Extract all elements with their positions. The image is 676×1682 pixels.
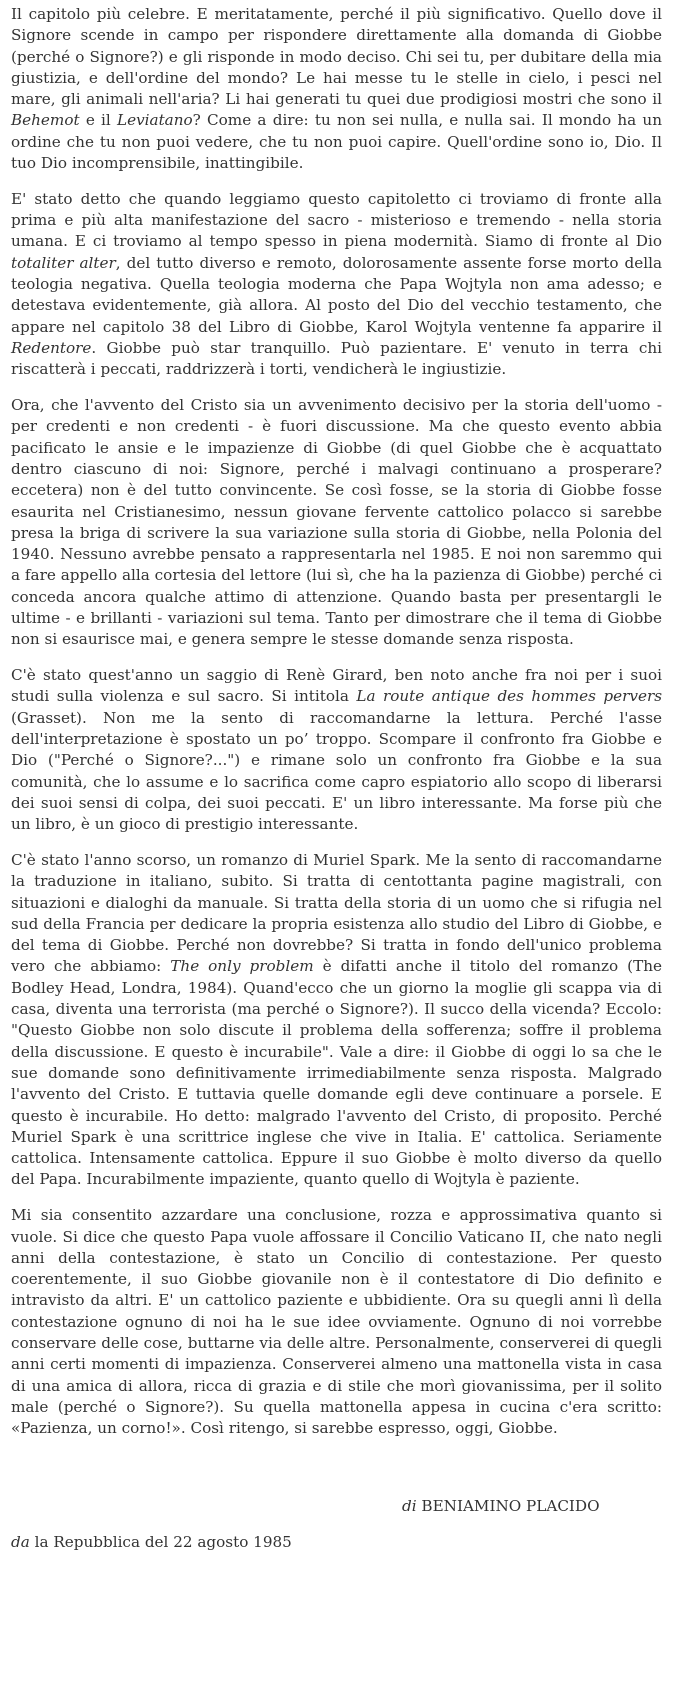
italic-text: The only problem bbox=[170, 957, 314, 976]
paragraph-6 bbox=[11, 1205, 662, 1439]
paragraph-2 bbox=[11, 189, 662, 381]
text-run: C'è stato quest'anno un saggio di Renè Girard, ben noto anche fra noi per i suoi studi sulla violenza e sul sacro. Si intitola bbox=[11, 666, 662, 706]
text-run: è difatti anche il titolo del romanzo (The Bodley Head, Londra, 1984). Quand'ecco che un giorno la moglie gli scappa via di casa, diventa una terrorista (ma perché o Signore?). Il succo della vicenda? Eccolo: "Questo Giobbe non solo discute il problema della sofferenza; soffre il problema della discussione. E questo è incurabile". Vale a dire: il Giobbe di oggi lo sa che le sue domande sono definitivamente irrimediabilmente senza risposta. Malgrado l'avvento del Cristo. E tuttavia quelle domande egli deve continuare a porsele. E questo è incurabile. Ho detto: malgrado l'avvento del Cristo, di proposito. Perché Muriel Spark è una scrittrice inglese che vive in Italia. E' cattolica. Seriamente cattolica. Intensamente cattolica. Eppure il suo Giobbe è molto diverso da quello del Papa. Incurabilmente impaziente, quanto quello di Wojtyla è paziente. bbox=[11, 957, 662, 1189]
article-body bbox=[11, 4, 662, 1454]
text-run: Mi sia consentito azzardare una conclusione, rozza e approssimativa quanto si vuole. Si dice che questo Papa vuole affossare il Concilio Vaticano II, che nato negli anni della contestazione, è stato un Concilio di contestazione. Per questo coerentemente, il suo Giobbe giovanile non è il contestatore di Dio definito e intravisto da altri. E' un cattolico paziente e ubbidiente. Ora su quegli anni lì della contestazione ognuno di noi ha le sue idee ovviamente. Ognuno di noi vorrebbe conservare delle cose, buttarne via delle altre. Personalmente, conserverei di quegli anni certi momenti di impazienza. Conserverei almeno una mattonella vista in casa di una amica di allora, ricca di grazia e di stile che morì giovanissima, per il solito male (perché o Signore?). Su quella mattonella appesa in cucina c'era scritto: «Pazienza, un corno!». Così ritengo, si sarebbe espresso, oggi, Giobbe. bbox=[11, 1206, 662, 1438]
paragraph-1 bbox=[11, 4, 662, 174]
source-prefix: da bbox=[11, 1533, 30, 1551]
text-run: Il capitolo più celebre. E meritatamente, perché il più significativo. Quello dove il Signore scende in campo per rispondere direttamente alla domanda di Giobbe (perché o Signore?) e gli risponde in modo deciso. Chi sei tu, per dubitare della mia giustizia, e dell'ordine del mondo? Le hai messe tu le stelle in cielo, i pesci nel mare, gli animali nell'aria? Li hai generati tu quei due prodigiosi mostri che sono il bbox=[11, 5, 662, 109]
italic-text: La route antique des hommes pervers bbox=[356, 687, 662, 706]
source-text: la Repubblica del 22 agosto 1985 bbox=[29, 1533, 292, 1551]
italic-text: Leviatano bbox=[117, 111, 193, 130]
author-name: BENIAMINO PLACIDO bbox=[416, 1497, 600, 1515]
paragraph-4 bbox=[11, 665, 662, 835]
text-run: Ora, che l'avvento del Cristo sia un avvenimento decisivo per la storia dell'uomo - per credenti e non credenti - è fuori discussione. Ma che questo evento abbia pacificato le ansie e le impazienze di Giobbe (di quel Giobbe che è acquattato dentro ciascuno di noi: Signore, perché i malvagi continuano a prosperare? eccetera) non è del tutto convincente. Se così fosse, se la storia di Giobbe fosse esaurita nel Cristianesimo, nessun giovane fervente cattolico polacco si sarebbe presa la briga di scrivere la sua variazione sulla storia di Giobbe, nella Polonia del 1940. Nessuno avrebbe pensato a rappresentarla nel 1985. E noi non saremmo qui a fare appello alla cortesia del lettore (lui sì, che ha la pazienza di Giobbe) perché ci conceda ancora qualche attimo di attenzione. Quando basta per presentargli le ultime - e brillanti - variazioni sul tema. Tanto per dimostrare che il tema di Giobbe non si esaurisce mai, e genera sempre le stesse domande senza risposta. bbox=[11, 396, 662, 649]
text-run: . Giobbe può star tranquillo. Può pazientare. E' venuto in terra chi riscatterà i peccati, raddrizzerà i torti, vendicherà le ingiustizie. bbox=[11, 338, 662, 379]
italic-text: Behemot bbox=[11, 111, 80, 130]
italic-text: totaliter alter bbox=[11, 253, 116, 272]
signature-prefix: di bbox=[402, 1497, 417, 1515]
paragraph-3 bbox=[11, 395, 662, 651]
article-source bbox=[11, 1532, 292, 1553]
paragraph-5 bbox=[11, 850, 662, 1191]
text-run: ? Come a dire: tu non sei nulla, e nulla sai. Il mondo ha un ordine che tu non puoi vedere, che tu non puoi capire. Quell'ordine sono io, Dio. Il tuo Dio incomprensibile, inattingibile. bbox=[11, 111, 662, 173]
italic-text: Redentore bbox=[11, 338, 92, 357]
text-run: C'è stato l'anno scorso, un romanzo di Muriel Spark. Me la sento di raccomandarne la traduzione in italiano, subito. Si tratta di centottanta pagine magistrali, con situazioni e dialoghi da manuale. Si tratta della storia di un uomo che si rifugia nel sud della Francia per dedicare la propria esistenza allo studio del Libro di Giobbe, e del tema di Giobbe. Perché non dovrebbe? Si tratta in fondo dell'unico problema vero che abbiamo: bbox=[11, 850, 662, 976]
text-run: E' stato detto che quando leggiamo questo capitoletto ci troviamo di fronte alla prima e più alta manifestazione del sacro - misterioso e tremendo - nella storia umana. E ci troviamo al tempo spesso in piena modernità. Siamo di fronte al Dio bbox=[11, 189, 662, 251]
author-signature bbox=[402, 1496, 600, 1517]
text-run: , del tutto diverso e remoto, dolorosamente assente forse morto della teologia negativa. Quella teologia moderna che Papa Wojtyla non ama adesso; e detestava evidentemente, già allora. Al posto del Dio del vecchio testamento, che appare nel capitolo 38 del Libro di Giobbe, Karol Wojtyla ventenne fa apparire il bbox=[11, 253, 662, 336]
text-run: (Grasset). Non me la sento di raccomandarne la lettura. Perché l'asse dell'interpretazione è spostato un po’ troppo. Scompare il confronto fra Giobbe e Dio ("Perché o Signore?...") e rimane solo un confronto fra Giobbe e la sua comunità, che lo assume e lo sacrifica come capro espiatorio allo scopo di liberarsi dei suoi sensi di colpa, dei suoi peccati. E' un libro interessante. Ma forse più che un libro, è un gioco di prestigio interessante. bbox=[11, 708, 662, 834]
text-run: e il bbox=[79, 111, 117, 130]
